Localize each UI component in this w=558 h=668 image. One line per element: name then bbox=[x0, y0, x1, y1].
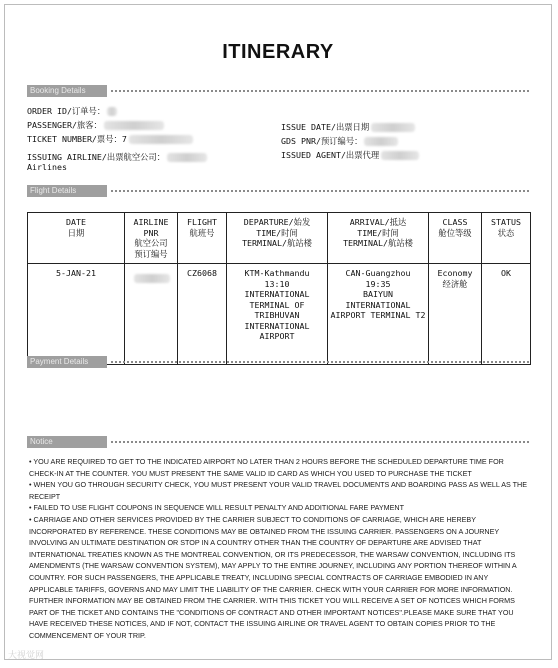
cell-flight: CZ6068 bbox=[178, 264, 227, 365]
column-header-airline-pnr: AIRLINE PNR 航空公司 预订编号 bbox=[125, 213, 178, 264]
issuing-airline-field: ISSUING AIRLINE/出票航空公司： bbox=[27, 152, 207, 162]
redacted-value bbox=[364, 137, 398, 146]
notice-label: Notice bbox=[27, 436, 107, 448]
payment-details-label: Payment Details bbox=[27, 356, 107, 368]
redacted-value bbox=[107, 107, 117, 116]
redacted-value bbox=[104, 121, 164, 130]
passenger-field: PASSENGER/旅客： bbox=[27, 120, 164, 130]
redacted-value bbox=[381, 151, 419, 160]
issue-date-field: ISSUE DATE/出票日期 bbox=[281, 122, 415, 132]
order-id-field: ORDER ID/订单号： bbox=[27, 106, 117, 116]
column-header-class: CLASS 舱位等级 bbox=[429, 213, 482, 264]
redacted-value bbox=[134, 274, 170, 283]
redacted-value bbox=[167, 153, 207, 162]
cell-airline-pnr bbox=[125, 264, 178, 365]
flight-details-header bbox=[27, 185, 529, 197]
divider bbox=[111, 190, 529, 192]
column-header-departure: DEPARTURE/始发 TIME/时间 TERMINAL/航站楼 bbox=[227, 213, 328, 264]
notice-item: • CARRIAGE AND OTHER SERVICES PROVIDED BY THE CARRIER SUBJECT TO CONDITIONS OF CARRIAGE, WHICH ARE HEREBY INCORPORATED BY REFERENCE. THESE CONDITIONS MAY BE OBTAINED FROM THE ISSUING CARRIER. PASSENGERS ON A JOURNEY INVOLVING AN ULTIMATE DESTINATION OR STOP IN A COUNTRY OTHER THAN THE COUNTRY OF DEPARTURE ARE ADVISED THAT INTERNATIONAL TREATIES KNOWN AS THE MONTREAL CONVENTION, OR ITS PREDECESSOR, THE WARSAW CONVENTION, INCLUDING ITS AMENDMENTS (THE WARSAW CONVENTION SYSTEM), MAY APPLY TO THE ENTIRE JOURNEY, INCLUDING ANY PORTION THEREOF WITHIN A COUNTRY. FOR SUCH PASSENGERS, THE APPLICABLE TREATY, INCLUDING SPECIAL CONTRACTS OF CARRIAGE EMBODIED IN ANY APPLICABLE TARIFFS, GOVERNS AND MAY LIMIT THE LIABILITY OF THE CARRIER. CHECK WITH YOUR CARRIER FOR MORE INFORMATION. FURTHER INFORMATION MAY BE OBTAINED FROM THE CARRIER. WITH THIS TICKET YOU WILL RECEIVE A SET OF NOTICES WHICH FORMS PART OF THE TICKET AND CONTAINS THE "CONDITIONS OF CONTRACT AND OTHER IMPORTANT NOTICES".PLEASE MAKE SURE THAT YOU HAVE RECEIVED THESE NOTICES, AND IF NOT, CONTACT THE ISSUING AIRLINE OR TRAVEL AGENT TO OBTAIN COPIES PRIOR TO THE COMMENCEMENT OF YOUR TRIP. bbox=[29, 514, 517, 640]
issuing-airline-name: Airlines bbox=[27, 162, 67, 172]
ticket-number-field: TICKET NUMBER/票号：7 bbox=[27, 134, 193, 144]
notice-item: • WHEN YOU GO THROUGH SECURITY CHECK, YOU MUST PRESENT YOUR VALID TRAVEL DOCUMENTS AND BOARDING PASS AS WELL AS THE RECEIPT bbox=[29, 480, 528, 501]
flight-details-label: Flight Details bbox=[27, 185, 107, 197]
document-title: ITINERARY bbox=[222, 41, 334, 63]
column-header-date: DATE 日期 bbox=[28, 213, 125, 264]
column-header-arrival: ARRIVAL/抵达 TIME/时间 TERMINAL/航站楼 bbox=[328, 213, 429, 264]
table-header-row bbox=[28, 213, 531, 264]
notice-item: • FAILED TO USE FLIGHT COUPONS IN SEQUENCE WILL RESULT PENALTY AND ADDITIONAL FARE PAYMENT bbox=[29, 503, 405, 513]
payment-details-header bbox=[27, 356, 529, 368]
cell-class: Economy 经济舱 bbox=[429, 264, 482, 365]
flight-table bbox=[27, 212, 531, 365]
redacted-value bbox=[371, 123, 415, 132]
notice-header bbox=[27, 436, 529, 448]
booking-details-header bbox=[27, 85, 529, 97]
itinerary-document bbox=[4, 4, 552, 660]
notice-text bbox=[29, 456, 533, 642]
cell-status: OK bbox=[482, 264, 531, 365]
column-header-status: STATUS 状态 bbox=[482, 213, 531, 264]
divider bbox=[111, 90, 529, 92]
divider bbox=[111, 441, 529, 443]
booking-details-label: Booking Details bbox=[27, 85, 107, 97]
gds-pnr-field: GDS PNR/预订编号： bbox=[281, 136, 398, 146]
issued-agent-field: ISSUED AGENT/出票代理 bbox=[281, 150, 419, 160]
notice-item: • YOU ARE REQUIRED TO GET TO THE INDICATED AIRPORT NO LATER THAN 2 HOURS BEFORE THE SCHEDULED DEPARTURE TIME FOR CHECK-IN AT THE COUNTER. YOU MUST PRESENT THE SAME VALID ID CARD AS WHICH YOU USED TO PURCHASE THE TICKET bbox=[29, 457, 504, 478]
watermark: 大视觉网 bbox=[8, 650, 45, 660]
cell-arrival: CAN-Guangzhou 19:35 BAIYUN INTERNATIONAL AIRPORT TERMINAL T2 bbox=[328, 264, 429, 365]
divider bbox=[111, 361, 529, 363]
redacted-value bbox=[129, 135, 193, 144]
column-header-flight: FLIGHT 航班号 bbox=[178, 213, 227, 264]
cell-departure: KTM-Kathmandu 13:10 INTERNATIONAL TERMINAL OF TRIBHUVAN INTERNATIONAL AIRPORT bbox=[227, 264, 328, 365]
table-row bbox=[28, 264, 531, 365]
cell-date: 5-JAN-21 bbox=[28, 264, 125, 365]
